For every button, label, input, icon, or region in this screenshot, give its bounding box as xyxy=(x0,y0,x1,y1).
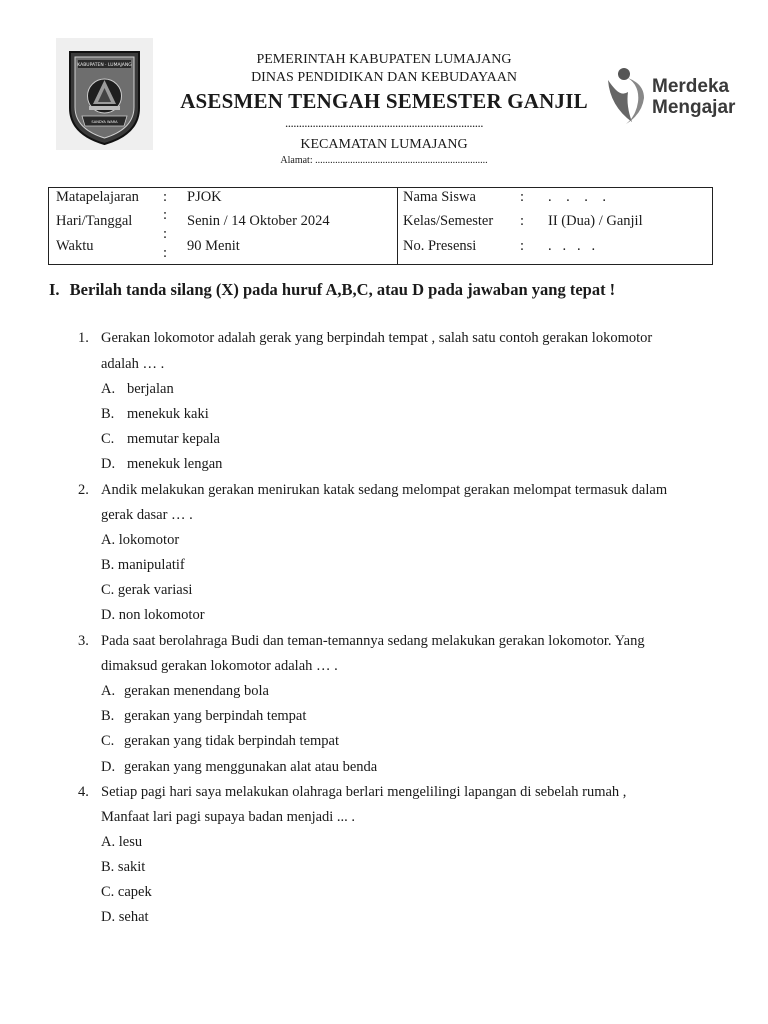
question-2-number: 2. xyxy=(78,482,89,498)
option-letter: C. xyxy=(101,431,115,447)
subject-colon: : xyxy=(163,189,168,205)
question-1-text-cont: adalah … . xyxy=(101,356,165,372)
option-text: gerakan yang berpindah tempat xyxy=(124,708,307,724)
option-letter: A. xyxy=(101,683,116,699)
option-text: sakit xyxy=(117,859,146,875)
option-2d[interactable] xyxy=(101,607,205,624)
time-label: Waktu xyxy=(56,238,94,254)
question-1-text: Gerakan lokomotor adalah gerak yang berpindah tempat , salah satu contoh gerakan lokomotor xyxy=(101,330,653,346)
question-3-text-cont: dimaksud gerakan lokomotor adalah … . xyxy=(101,658,338,674)
question-3-text: Pada saat berolahraga Budi dan teman-temannya sedang melakukan gerakan lokomotor. Yang xyxy=(101,633,645,649)
regency-emblem-logo xyxy=(56,38,153,150)
option-text: berjalan xyxy=(127,381,174,397)
option-text: gerak variasi xyxy=(117,582,193,598)
class-colon: : xyxy=(520,213,525,229)
name-colon: : xyxy=(520,189,525,205)
option-3a[interactable] xyxy=(101,683,269,700)
option-letter: B. xyxy=(101,708,115,724)
name-label: Nama Siswa xyxy=(403,189,476,205)
option-text: sehat xyxy=(118,909,149,925)
merdeka-mengajar-logo xyxy=(604,66,750,126)
question-1-number: 1. xyxy=(78,330,89,346)
option-letter: B. xyxy=(101,406,115,422)
option-letter: A. xyxy=(101,532,116,548)
option-1c[interactable] xyxy=(101,431,220,448)
svg-text:KABUPATEN · LUMAJANG: KABUPATEN · LUMAJANG xyxy=(77,63,132,68)
subject-label: Matapelajaran xyxy=(56,189,139,205)
class-value: II (Dua) / Ganjil xyxy=(548,213,643,229)
instruction-text: Berilah tanda silang (X) pada huruf A,B,C, atau D pada jawaban yang tepat ! xyxy=(69,280,616,299)
option-1a[interactable] xyxy=(101,381,174,398)
question-4-text: Setiap pagi hari saya melakukan olahraga berlari mengelilingi lapangan di sebelah rumah , xyxy=(101,784,627,800)
question-3-number: 3. xyxy=(78,633,89,649)
presensi-blank: . . . . xyxy=(548,238,596,254)
option-4d[interactable] xyxy=(101,909,149,926)
presensi-colon: : xyxy=(520,238,525,254)
student-info-table xyxy=(48,187,713,265)
district-heading: KECAMATAN LUMAJANG xyxy=(300,137,468,152)
option-letter: C. xyxy=(101,582,115,598)
option-3b[interactable] xyxy=(101,708,307,725)
svg-text:SANDYA WARA: SANDYA WARA xyxy=(91,120,118,124)
option-text: memutar kepala xyxy=(127,431,220,447)
option-2c[interactable] xyxy=(101,582,192,599)
address-line xyxy=(150,155,618,166)
option-text: lokomotor xyxy=(118,532,180,548)
svg-text:Mengajar: Mengajar xyxy=(652,97,736,118)
section-number: I. xyxy=(49,280,60,299)
date-value: Senin / 14 Oktober 2024 xyxy=(187,213,330,229)
date-colon: : xyxy=(163,207,168,223)
section-instruction xyxy=(49,280,615,300)
option-letter: C. xyxy=(101,884,115,900)
time-colon: : xyxy=(163,226,168,242)
time-value: 90 Menit xyxy=(187,238,240,254)
question-2-text: Andik melakukan gerakan menirukan katak sedang melompat gerakan melompat termasuk dalam xyxy=(101,482,668,498)
option-3d[interactable] xyxy=(101,759,378,776)
option-letter: D. xyxy=(101,759,116,775)
option-letter: C. xyxy=(101,733,115,749)
date-label: Hari/Tanggal xyxy=(56,213,133,229)
option-text: non lokomotor xyxy=(118,607,205,623)
option-text: capek xyxy=(117,884,152,900)
option-text: menekuk kaki xyxy=(127,406,209,422)
option-letter: A. xyxy=(101,381,116,397)
class-label: Kelas/Semester xyxy=(403,213,494,229)
option-letter: A. xyxy=(101,834,116,850)
option-2b[interactable] xyxy=(101,557,185,574)
school-name-blank: ........................................................................ xyxy=(285,115,483,130)
option-letter: D. xyxy=(101,909,116,925)
table-divider xyxy=(397,188,398,264)
option-4a[interactable] xyxy=(101,834,142,851)
option-letter: B. xyxy=(101,557,115,573)
option-1d[interactable] xyxy=(101,456,223,473)
subject-value: PJOK xyxy=(187,189,222,205)
option-letter: B. xyxy=(101,859,115,875)
option-text: gerakan menendang bola xyxy=(124,683,269,699)
presensi-label: No. Presensi xyxy=(403,238,477,254)
option-1b[interactable] xyxy=(101,406,209,423)
option-letter: D. xyxy=(101,607,116,623)
question-2-text-cont: gerak dasar … . xyxy=(101,507,193,523)
option-4c[interactable] xyxy=(101,884,152,901)
option-text: gerakan yang menggunakan alat atau benda xyxy=(124,759,378,775)
option-text: menekuk lengan xyxy=(127,456,223,472)
svg-text:Merdeka: Merdeka xyxy=(652,76,730,97)
option-text: lesu xyxy=(118,834,143,850)
option-text: gerakan yang tidak berpindah tempat xyxy=(124,733,340,749)
name-blank: . . . . xyxy=(548,189,606,205)
option-letter: D. xyxy=(101,456,116,472)
exam-title: ASESMEN TENGAH SEMESTER GANJIL xyxy=(180,89,588,113)
government-heading: PEMERINTAH KABUPATEN LUMAJANG xyxy=(256,52,512,67)
question-4-number: 4. xyxy=(78,784,89,800)
option-4b[interactable] xyxy=(101,859,145,876)
department-heading: DINAS PENDIDIKAN DAN KEBUDAYAAN xyxy=(251,70,517,85)
option-text: manipulatif xyxy=(117,557,185,573)
option-3c[interactable] xyxy=(101,733,340,750)
time-colon-2: : xyxy=(163,245,168,261)
question-4-text-cont: Manfaat lari pagi supaya badan menjadi ... . xyxy=(101,809,356,825)
address-blank: : ..................................................................... xyxy=(309,155,488,166)
option-2a[interactable] xyxy=(101,532,179,549)
address-label: Alamat xyxy=(280,155,310,166)
